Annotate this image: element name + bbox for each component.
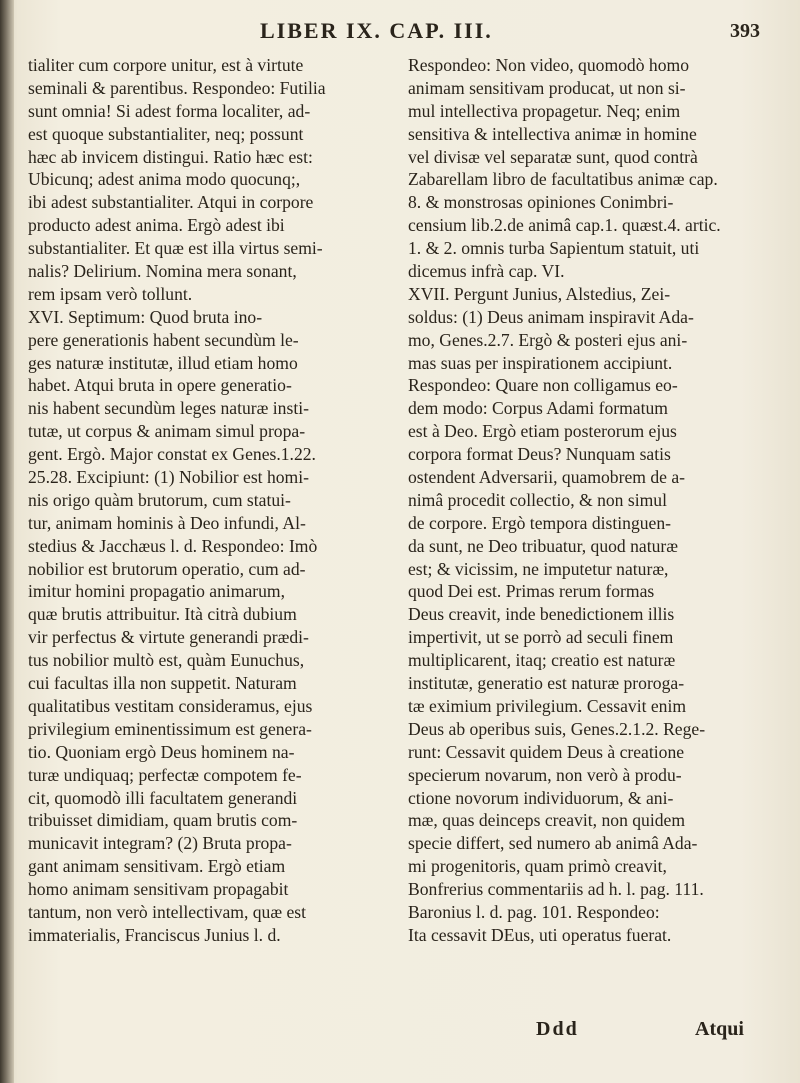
- text-line: ibi adest substantialiter. Atqui in corpore: [28, 192, 314, 213]
- text-line: ctione novorum individuorum, & ani-: [408, 787, 674, 808]
- text-line: immaterialis, Franciscus Junius l. d.: [28, 924, 281, 945]
- text-line: municavit integram? (2) Bruta propa-: [28, 833, 292, 854]
- text-line: dem modo: Corpus Adami formatum: [408, 398, 668, 419]
- text-line: est; & vicissim, ne imputetur naturæ,: [408, 558, 669, 579]
- text-line: gent. Ergò. Major constat ex Genes.1.22.: [28, 444, 316, 465]
- text-line: multiplicarent, itaq; creatio est naturæ: [408, 650, 676, 671]
- text-line: mi progenitoris, quam primò creavit,: [408, 856, 667, 877]
- text-line: 8. & monstrosas opiniones Conimbri-: [408, 192, 674, 213]
- text-line: habet. Atqui bruta in opere generatio-: [28, 375, 292, 396]
- text-line: da sunt, ne Deo tribuatur, quod naturæ: [408, 535, 678, 556]
- text-line: Respondeo: Non video, quomodò homo: [408, 55, 689, 75]
- text-line: soldus: (1) Deus animam inspiravit Ada-: [408, 306, 694, 327]
- text-line: specie differt, sed numero ab animâ Ada-: [408, 833, 698, 854]
- text-line: imitur homini propagatio animarum,: [28, 581, 286, 602]
- text-line: Bonfrerius commentariis ad h. l. pag. 111.: [408, 879, 704, 900]
- text-line: Zabarellam libro de facultatibus animæ cap.: [408, 169, 718, 190]
- right-text-column: [408, 54, 768, 947]
- text-line: Ubicunq; adest anima modo quocunq;,: [28, 169, 301, 190]
- text-line: sensitiva & intellectiva animæ in homine: [408, 123, 697, 144]
- text-line: homo animam sensitivam propagabit: [28, 879, 289, 900]
- text-line: XVI. Septimum: Quod bruta ino-: [28, 306, 263, 327]
- text-line: vir perfectus & virtute generandi prædi-: [28, 627, 309, 648]
- text-line: tialiter cum corpore unitur, est à virtute: [28, 55, 304, 75]
- text-line: Respondeo: Quare non colligamus eo-: [408, 375, 678, 396]
- text-line: specierum novarum, non verò à produ-: [408, 764, 682, 785]
- text-line: institutæ, generatio est naturæ proroga-: [408, 673, 685, 694]
- text-line: tantum, non verò intellectivam, quæ est: [28, 901, 307, 922]
- text-line: turæ undiquaq; perfectæ compotem fe-: [28, 764, 302, 785]
- text-line: est à Deo. Ergò etiam posterorum ejus: [408, 421, 677, 442]
- text-line: Ita cessavit DEus, uti operatus fuerat.: [408, 924, 672, 945]
- text-line: vel divisæ vel separatæ sunt, quod contrà: [408, 146, 698, 167]
- text-line: mas suas per inspirationem accipiunt.: [408, 352, 673, 373]
- text-line: nimâ procedit collectio, & non simul: [408, 489, 667, 510]
- text-line: nis origo quàm brutorum, cum statui-: [28, 489, 291, 510]
- left-text-column: [28, 54, 370, 947]
- catchword: Atqui: [695, 1018, 744, 1040]
- text-line: Deus creavit, inde benedictionem illis: [408, 604, 675, 625]
- text-line: Deus ab operibus suis, Genes.2.1.2. Rege-: [408, 718, 706, 739]
- text-line: mæ, quas deinceps creavit, non quidem: [408, 810, 686, 831]
- text-line: nobilior est brutorum operatio, cum ad-: [28, 558, 306, 579]
- text-line: corpora format Deus? Nunquam satis: [408, 444, 671, 465]
- text-line: animam sensitivam producat, ut non si-: [408, 77, 686, 98]
- text-line: 1. & 2. omnis turba Sapientum statuit, uti: [408, 238, 700, 259]
- text-line: rem ipsam verò tollunt.: [28, 283, 193, 304]
- text-line: producto adest anima. Ergò adest ibi: [28, 215, 285, 236]
- page-binding-edge: [0, 0, 14, 1083]
- text-line: tribuisset dimidiam, quam brutis com-: [28, 810, 298, 831]
- text-line: ges naturæ institutæ, illud etiam homo: [28, 352, 298, 373]
- text-line: pere generationis habent secundùm le-: [28, 329, 299, 350]
- text-line: Baronius l. d. pag. 101. Respondeo:: [408, 901, 660, 922]
- text-line: stedius & Jacchæus l. d. Respondeo: Imò: [28, 535, 318, 556]
- text-line: nalis? Delirium. Nomina mera sonant,: [28, 261, 297, 282]
- text-line: hæc ab invicem distingui. Ratio hæc est:: [28, 146, 313, 167]
- text-line: dicemus infrà cap. VI.: [408, 261, 565, 282]
- text-line: tæ eximium privilegium. Cessavit enim: [408, 695, 687, 716]
- text-line: sunt omnia! Si adest forma localiter, ad-: [28, 100, 311, 121]
- text-line: gant animam sensitivam. Ergò etiam: [28, 856, 286, 877]
- text-line: quæ brutis attribuitur. Ità citrà dubium: [28, 604, 297, 625]
- text-line: qualitatibus vestitam consideramus, ejus: [28, 695, 313, 716]
- page-footer: [0, 1018, 800, 1048]
- text-line: impertivit, ut se porrò ad seculi finem: [408, 627, 674, 648]
- text-line: de corpore. Ergò tempora distinguen-: [408, 512, 672, 533]
- text-line: tio. Quoniam ergò Deus hominem na-: [28, 741, 295, 762]
- text-line: tus nobilior multò est, quàm Eunuchus,: [28, 650, 305, 671]
- text-line: censium lib.2.de animâ cap.1. quæst.4. artic.: [408, 215, 721, 236]
- text-line: 25.28. Excipiunt: (1) Nobilior est homi-: [28, 467, 309, 488]
- text-line: nis habent secundùm leges naturæ insti-: [28, 398, 309, 419]
- text-line: tur, animam hominis à Deo infundi, Al-: [28, 512, 306, 533]
- text-line: mo, Genes.2.7. Ergò & posteri ejus ani-: [408, 329, 688, 350]
- text-line: cit, quomodò illi facultatem generandi: [28, 787, 298, 808]
- text-line: substantialiter. Et quæ est illa virtus semi-: [28, 238, 323, 259]
- signature-mark: Ddd: [536, 1018, 579, 1040]
- text-line: tutæ, ut corpus & animam simul propa-: [28, 421, 306, 442]
- text-line: runt: Cessavit quidem Deus à creatione: [408, 741, 685, 762]
- text-line: seminali & parentibus. Respondeo: Futilia: [28, 77, 326, 98]
- text-line: quod Dei est. Primas rerum formas: [408, 581, 655, 602]
- text-line: est quoque substantialiter, neq; possunt: [28, 123, 304, 144]
- page-header: [0, 18, 800, 48]
- running-title: LIBER IX. CAP. III.: [260, 18, 493, 43]
- page-number: 393: [730, 20, 760, 42]
- text-line: cui facultas illa non suppetit. Naturam: [28, 673, 297, 694]
- text-line: privilegium eminentissimum est genera-: [28, 718, 312, 739]
- text-line: XVII. Pergunt Junius, Alstedius, Zei-: [408, 283, 671, 304]
- text-line: mul intellectiva propagetur. Neq; enim: [408, 100, 681, 121]
- text-line: ostendent Adversarii, quamobrem de a-: [408, 467, 686, 488]
